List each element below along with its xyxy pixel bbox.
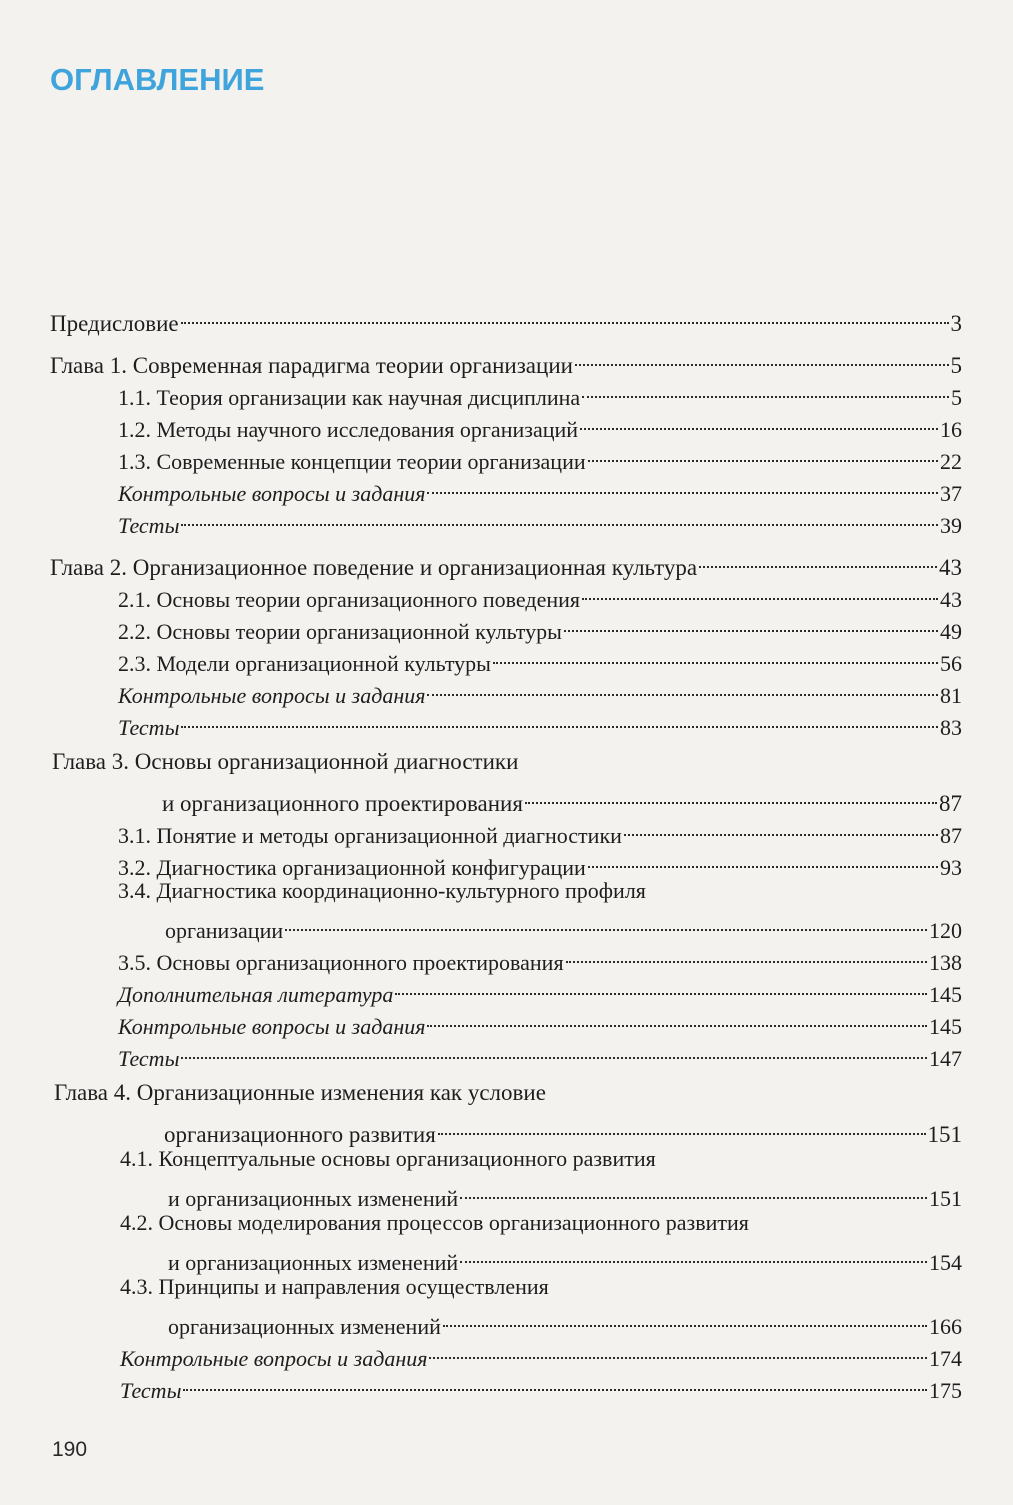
toc-entry-number: Глава 3. bbox=[52, 749, 135, 774]
toc-entry-title: Концептуальные основы организационного развития bbox=[158, 1146, 656, 1171]
toc-entry-title: Диагностика организационной конфигурации bbox=[156, 855, 586, 880]
dot-leader bbox=[566, 940, 927, 970]
toc-entry[interactable] bbox=[118, 705, 962, 743]
toc-entry-number: 4.1. bbox=[120, 1146, 159, 1171]
dot-leader bbox=[181, 1036, 927, 1066]
dot-leader bbox=[575, 343, 949, 373]
toc-entry-number: 1.2. bbox=[118, 417, 157, 442]
dot-leader bbox=[525, 781, 937, 811]
toc-entry-number: Глава 4. bbox=[54, 1080, 137, 1105]
toc-entry-number: Глава 1. bbox=[50, 353, 133, 378]
toc-entry-page: 22 bbox=[940, 449, 962, 474]
dot-leader bbox=[699, 545, 937, 575]
dot-leader bbox=[493, 641, 938, 671]
toc-entry[interactable] bbox=[118, 1036, 962, 1074]
dot-leader bbox=[183, 1368, 927, 1398]
toc-entry[interactable] bbox=[50, 301, 962, 339]
dot-leader bbox=[588, 439, 938, 469]
dot-leader bbox=[460, 1176, 927, 1206]
toc-entry-page: 43 bbox=[939, 555, 962, 580]
toc-entry-page: 166 bbox=[929, 1314, 962, 1339]
toc-entry-page: 145 bbox=[929, 982, 962, 1007]
toc-entry-page: 37 bbox=[940, 481, 962, 506]
toc-entry-page: 147 bbox=[929, 1046, 962, 1071]
toc-entry-number: 3.4. bbox=[118, 878, 157, 903]
dot-leader bbox=[395, 972, 927, 1002]
toc-entry-title: Основы теории организационного поведения bbox=[156, 587, 581, 612]
toc-entry-page: 87 bbox=[939, 791, 962, 816]
dot-leader bbox=[285, 908, 927, 938]
toc-entry-number: 1.1. bbox=[118, 385, 157, 410]
toc-entry-title: Контрольные вопросы и задания bbox=[118, 1014, 426, 1039]
dot-leader bbox=[438, 1112, 926, 1142]
toc-entry-title: Современные концепции теории организации bbox=[156, 449, 586, 474]
toc-entry[interactable] bbox=[118, 503, 962, 541]
toc-entry-page: 5 bbox=[951, 385, 962, 410]
toc-entry-title-continuation: организационных изменений bbox=[168, 1314, 441, 1339]
toc-entry-title: Теория организации как научная дисциплина bbox=[156, 385, 581, 410]
toc-entry-title: Тесты bbox=[118, 715, 180, 740]
toc-entry-title: Контрольные вопросы и задания bbox=[118, 481, 426, 506]
toc-entry-page: 87 bbox=[940, 823, 962, 848]
toc-entry-title: Основы организационной диагностики bbox=[134, 749, 519, 774]
toc-entry-title-continuation: и организационных изменений bbox=[168, 1250, 459, 1275]
toc-entry[interactable] bbox=[120, 1368, 962, 1406]
page-title: ОГЛАВЛЕНИЕ bbox=[50, 62, 265, 97]
toc-entry-title: Контрольные вопросы и задания bbox=[118, 683, 426, 708]
dot-leader bbox=[564, 609, 938, 639]
toc-entry-title: Дополнительная литература bbox=[118, 982, 394, 1007]
toc-entry-page: 174 bbox=[929, 1346, 962, 1371]
toc-entry-title: Тесты bbox=[118, 1046, 180, 1071]
toc-entry-number: 3.1. bbox=[118, 823, 157, 848]
dot-leader bbox=[181, 301, 949, 331]
toc-entry-title: Тесты bbox=[118, 513, 180, 538]
dot-leader bbox=[582, 375, 949, 405]
dot-leader bbox=[427, 471, 938, 501]
dot-leader bbox=[624, 813, 938, 843]
toc-entry-page: 16 bbox=[940, 417, 962, 442]
toc-entry-number: 4.2. bbox=[120, 1210, 159, 1235]
toc-entry-first-line bbox=[54, 1078, 546, 1108]
toc-entry-first-line bbox=[118, 876, 646, 906]
dot-leader bbox=[181, 503, 938, 533]
dot-leader bbox=[427, 673, 938, 703]
toc-entry-page: 3 bbox=[950, 311, 962, 336]
toc-entry-page: 83 bbox=[940, 715, 962, 740]
toc-entry-number: 3.5. bbox=[118, 950, 157, 975]
toc-entry-page: 43 bbox=[940, 587, 962, 612]
dot-leader bbox=[181, 705, 938, 735]
toc-entry-page: 138 bbox=[929, 950, 962, 975]
toc-entry-title: Контрольные вопросы и задания bbox=[120, 1346, 428, 1371]
toc-entry-title: Основы теории организационной культуры bbox=[156, 619, 562, 644]
dot-leader bbox=[582, 577, 938, 607]
toc-entry-title-continuation: организации bbox=[165, 918, 284, 943]
toc-entry-first-line bbox=[52, 747, 518, 777]
toc-entry-page: 39 bbox=[940, 513, 962, 538]
toc-entry-number: 2.2. bbox=[118, 619, 157, 644]
toc-entry-number: 2.1. bbox=[118, 587, 157, 612]
toc-entry-title: Основы моделирования процессов организационного развития bbox=[158, 1210, 749, 1235]
dot-leader bbox=[580, 407, 938, 437]
toc-entry-number: 3.2. bbox=[118, 855, 157, 880]
page-number: 190 bbox=[52, 1438, 88, 1461]
toc-entry-page: 151 bbox=[929, 1186, 962, 1211]
toc-entry-page: 49 bbox=[940, 619, 962, 644]
toc-entry-page: 154 bbox=[929, 1250, 962, 1275]
toc-entry-page: 56 bbox=[940, 651, 962, 676]
toc-entry-title: Модели организационной культуры bbox=[156, 651, 491, 676]
toc-entry-page: 120 bbox=[929, 918, 962, 943]
toc-entry-number: 1.3. bbox=[118, 449, 157, 474]
toc-entry-page: 175 bbox=[929, 1378, 962, 1403]
toc-entry-number: 4.3. bbox=[120, 1274, 159, 1299]
toc-entry-title: Тесты bbox=[120, 1378, 182, 1403]
dot-leader bbox=[588, 845, 938, 875]
toc-entry-title: Основы организационного проектирования bbox=[156, 950, 564, 975]
dot-leader bbox=[429, 1336, 927, 1366]
dot-leader bbox=[460, 1240, 927, 1270]
toc-entry-title-continuation: и организационного проектирования bbox=[162, 791, 523, 816]
toc-entry-title: Организационное поведение и организационная культура bbox=[132, 555, 698, 580]
toc-entry-page: 5 bbox=[950, 353, 962, 378]
toc-entry-title-continuation: и организационных изменений bbox=[168, 1186, 459, 1211]
toc-entry-title: Диагностика координационно-культурного профиля bbox=[156, 878, 646, 903]
toc-entry-title-continuation: организационного развития bbox=[164, 1122, 436, 1147]
toc-entry-page: 81 bbox=[940, 683, 962, 708]
toc-entry-first-line bbox=[120, 1272, 549, 1302]
toc-entry-number: Глава 2. bbox=[50, 555, 133, 580]
toc-entry-title: Понятие и методы организационной диагностики bbox=[156, 823, 622, 848]
toc-entry-first-line bbox=[120, 1208, 749, 1238]
toc-entry-page: 145 bbox=[929, 1014, 962, 1039]
toc-entry-title: Современная парадигма теории организации bbox=[132, 353, 573, 378]
dot-leader bbox=[443, 1304, 927, 1334]
toc-entry-first-line bbox=[120, 1144, 656, 1174]
toc-entry-title: Принципы и направления осуществления bbox=[158, 1274, 549, 1299]
toc-entry-page: 151 bbox=[927, 1122, 962, 1147]
toc-entry-title: Предисловие bbox=[50, 311, 179, 336]
toc-entry-title: Методы научного исследования организаций bbox=[156, 417, 579, 442]
toc-entry-title: Организационные изменения как условие bbox=[136, 1080, 546, 1105]
dot-leader bbox=[427, 1004, 927, 1034]
toc-entry-page: 93 bbox=[940, 855, 962, 880]
toc-entry-number: 2.3. bbox=[118, 651, 157, 676]
